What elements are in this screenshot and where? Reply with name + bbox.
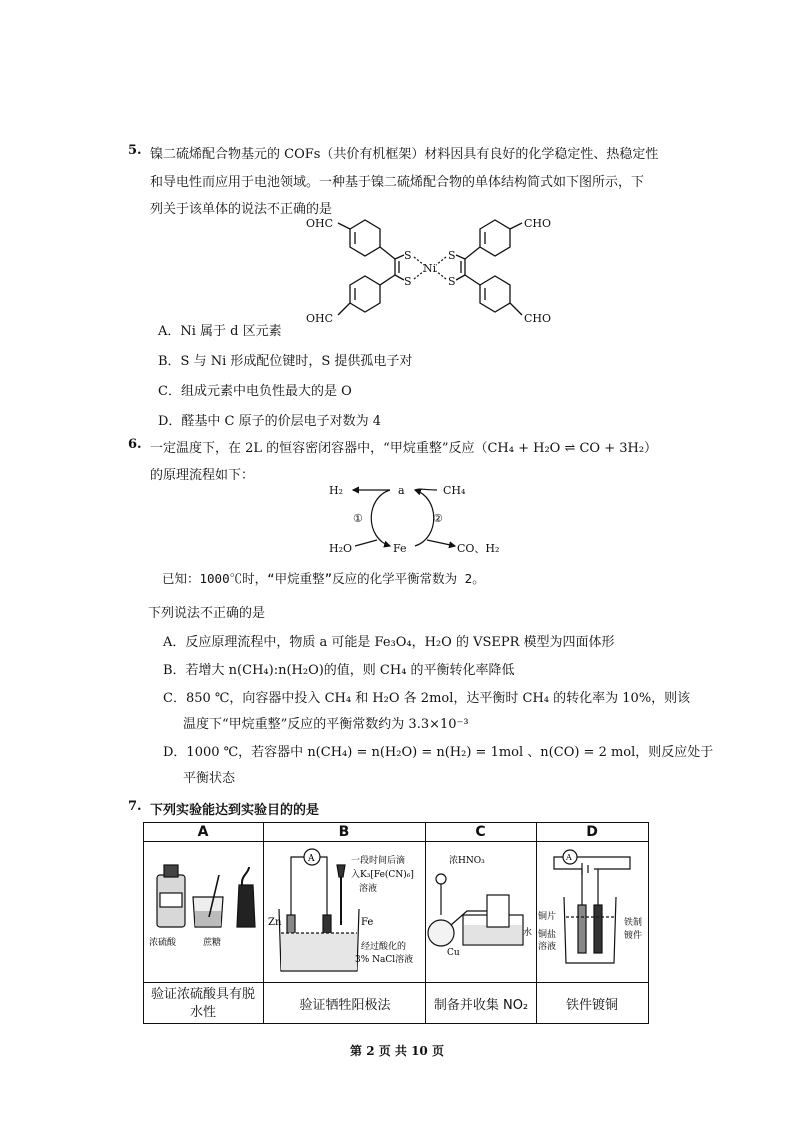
cycle-a-label: a <box>398 484 405 497</box>
q5-option-a: A．Ni 属于 d 区元素 <box>158 324 282 339</box>
caption-a: 验证浓硫酸具有脱水性 <box>150 987 255 1020</box>
table-col-divider-2 <box>425 822 426 1023</box>
column-header-a: A <box>197 824 209 840</box>
q6-option-c-line1: C．850 ℃，向容器中投入 CH₄ 和 H₂O 各 2mol，达平衡时 CH₄ 的转化率为 10%，则该 <box>163 691 691 706</box>
label-d-sol2: 溶液 <box>538 942 557 952</box>
column-header-c: C <box>475 824 486 840</box>
label-conc-hno3: 浓HNO₃ <box>449 856 485 866</box>
q5-number: 5. <box>128 143 142 158</box>
methane-reforming-cycle-diagram <box>325 478 510 558</box>
q6-known: 已知：1000℃时，“甲烷重整”反应的化学平衡常数为 2。 <box>162 571 485 586</box>
nickel-label: Ni <box>423 262 437 275</box>
cho-label-upper-left: OHC <box>306 217 334 230</box>
table-col-divider-3 <box>536 822 537 1023</box>
table-col-divider-1 <box>263 822 264 1023</box>
label-d-fe2: 镀件 <box>624 931 643 941</box>
q5-stem-line2: 和导电性而应用于电池领域。一种基于镍二硫烯配合物的单体结构简式如下图所示，下 <box>150 175 645 190</box>
caption-c: 制备并收集 NO₂ <box>433 998 529 1013</box>
cho-label-lower-left: OHC <box>306 312 334 325</box>
q6-option-a: A．反应原理流程中，物质 a 可能是 Fe₃O₄，H₂O 的 VSEPR 模型为四面体形 <box>163 635 615 650</box>
label-acid: 浓硫酸 <box>149 938 177 948</box>
sulfur-label-2: S <box>404 275 412 288</box>
cycle-co-h2-label: CO、H₂ <box>457 542 500 555</box>
table-header-divider <box>143 841 649 842</box>
q5-stem-line3: 列关于该单体的说法不正确的是 <box>150 202 333 217</box>
apparatus-a-dehydration <box>145 845 261 980</box>
cycle-fe-label: Fe <box>393 542 407 555</box>
label-cu: Cu <box>447 948 460 958</box>
cho-label-upper-right: CHO <box>524 217 552 230</box>
sulfur-label-3: S <box>448 249 456 262</box>
column-header-b: B <box>338 824 350 840</box>
cho-label-lower-right: CHO <box>524 312 552 325</box>
q6-prompt: 下列说法不正确的是 <box>148 606 266 621</box>
q6-option-d-line1: D．1000 ℃，若容器中 n(CH₄) = n(H₂O) = n(H₂) = 1mol 、n(CO) = 2 mol，则反应处于 <box>163 745 714 760</box>
label-water: 水 <box>523 928 533 938</box>
cycle-step2-label: ② <box>433 512 443 525</box>
apparatus-b-sacrificial-anode <box>265 845 425 980</box>
label-d-sol1: 铜盐 <box>538 930 557 940</box>
label-b-note3: 溶液 <box>359 884 378 894</box>
apparatus-d-copper-plating <box>538 845 646 980</box>
q6-number: 6. <box>128 437 142 452</box>
label-b-sol1: 经过酸化的 <box>361 942 407 952</box>
table-caption-divider <box>143 982 649 983</box>
sulfur-label-1: S <box>404 249 412 262</box>
carbonized-beaker <box>237 885 255 927</box>
q5-option-b: B．S 与 Ni 形成配位键时，S 提供孤电子对 <box>158 354 413 369</box>
q5-stem-line1: 镍二硫烯配合物基元的 COFs（共价有机框架）材料因具有良好的化学稳定性、热稳定性 <box>150 147 659 162</box>
apparatus-c-no2 <box>427 845 535 980</box>
nickel-dithiolene-structure <box>300 215 570 335</box>
flask <box>428 920 454 946</box>
q6-stem-line1: 一定温度下，在 2L 的恒容密闭容器中，“甲烷重整”反应（CH₄ + H₂O ⇌ CO + 3H₂） <box>150 441 658 456</box>
ammeter-b-label: A <box>308 854 315 864</box>
caption-b: 验证牺牲阳极法 <box>299 998 391 1013</box>
label-b-sol2: 3% NaCl溶液 <box>355 955 414 965</box>
q5-option-d: D．醛基中 C 原子的价层电子对数为 4 <box>158 414 382 429</box>
q7-number: 7. <box>128 799 142 814</box>
label-d-fe1: 铁制 <box>624 918 643 928</box>
q6-option-b: B．若增大 n(CH₄):n(H₂O)的值，则 CH₄ 的平衡转化率降低 <box>163 663 515 678</box>
cycle-ch4-label: CH₄ <box>443 484 466 497</box>
cycle-h2o-label: H₂O <box>329 542 353 555</box>
cycle-step1-label: ① <box>353 512 363 525</box>
label-sugar: 蔗糖 <box>203 938 222 948</box>
label-zn: Zn <box>268 917 282 928</box>
q5-option-c: C．组成元素中电负性最大的是 O <box>158 384 352 399</box>
sulfur-label-4: S <box>448 275 456 288</box>
label-b-note1: 一段时间后滴 <box>351 856 406 866</box>
column-header-d: D <box>586 824 598 840</box>
cycle-h2-label: H₂ <box>329 484 344 497</box>
q6-stem-line2: 的原理流程如下： <box>150 468 255 483</box>
page-footer: 第 2 页 共 10 页 <box>350 1044 444 1058</box>
q6-option-d-line2: 平衡状态 <box>183 771 236 786</box>
caption-d: 铁件镀铜 <box>565 998 618 1013</box>
label-b-note2: 入K₃[Fe(CN)₆] <box>351 870 414 880</box>
label-fe: Fe <box>361 917 374 928</box>
ammeter-d-label: A <box>566 853 572 862</box>
label-copper-plate: 铜片 <box>538 912 557 922</box>
q6-option-c-line2: 温度下“甲烷重整”反应的平衡常数约为 3.3×10⁻³ <box>183 717 469 732</box>
q7-stem: 下列实验能达到实验目的的是 <box>150 803 320 818</box>
